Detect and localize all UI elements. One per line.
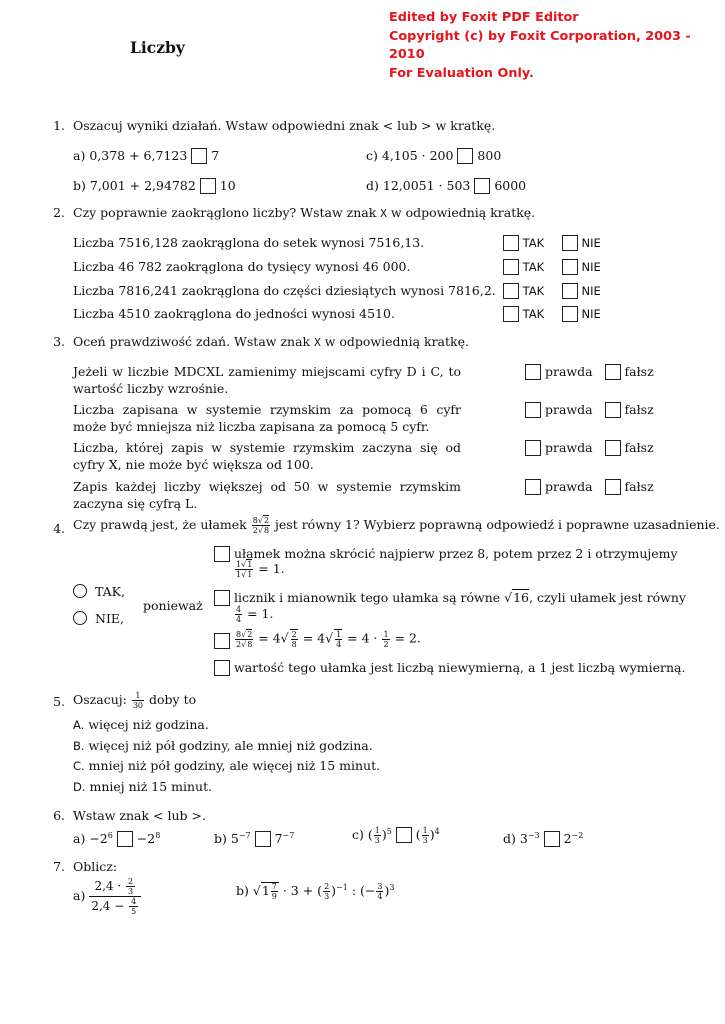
- prawda-checkbox[interactable]: [525, 402, 541, 418]
- q7-item-b: b) √1 $\frac{7}{9}$ · 3 + ( $\frac{2}{3}$ )$^{-1}$ : (− $\frac{3}{4}$ )$^3$: [236, 882, 395, 901]
- question-text: Oszacuj: $\frac{1}{30}$ doby to: [73, 691, 197, 710]
- nie-label: NIE: [581, 236, 601, 250]
- watermark-line: For Evaluation Only.: [389, 65, 534, 81]
- nie-label: NIE: [581, 284, 601, 298]
- nie-checkbox[interactable]: [562, 306, 578, 322]
- prawda-checkbox[interactable]: [525, 479, 541, 495]
- text: jest równy 1? Wybierz poprawną odpowiedź i poprawne uzasadnienie.: [275, 517, 720, 532]
- expression: 0,378 + 6,7123: [89, 148, 188, 163]
- tak-checkbox[interactable]: [503, 283, 519, 299]
- falsz-checkbox[interactable]: [605, 364, 621, 380]
- tak-label: TAK: [522, 260, 545, 274]
- falsz-label: fałsz: [624, 479, 654, 494]
- q2-choice: [503, 259, 601, 275]
- watermark-line: Edited by Foxit PDF Editor: [389, 10, 579, 25]
- item-label: c): [352, 827, 364, 842]
- q3-statement: Liczba, której zapis w systemie rzymskim zaczyna się od cyfry X, nie może być większa od 100.: [73, 440, 461, 472]
- answer-box[interactable]: [457, 148, 473, 164]
- question-number: 6.: [53, 808, 65, 823]
- prawda-label: prawda: [544, 479, 593, 494]
- question-number: 4.: [53, 521, 65, 536]
- q3-choice: [525, 402, 654, 418]
- nie-checkbox[interactable]: [562, 259, 578, 275]
- poniewaz-label: ponieważ: [143, 598, 203, 613]
- answer-box[interactable]: [474, 178, 490, 194]
- text: Oceń prawdziwość zdań. Wstaw znak: [73, 334, 311, 349]
- option-text: więcej niż pół godziny, ale mniej niż godzina.: [88, 738, 373, 753]
- item-label: d): [366, 178, 379, 193]
- question-number: 3.: [53, 334, 65, 349]
- q5-option[interactable]: [73, 738, 373, 753]
- q5-option[interactable]: [73, 779, 212, 794]
- expression: 10: [219, 178, 236, 193]
- falsz-checkbox[interactable]: [605, 479, 621, 495]
- q2-choice: [503, 283, 601, 299]
- answer-box[interactable]: [255, 831, 271, 847]
- item-label: a): [73, 888, 86, 903]
- q7-item-a: [73, 877, 141, 916]
- nie-checkbox[interactable]: [562, 283, 578, 299]
- page-title: Liczby: [130, 38, 185, 57]
- tak-label: TAK: [522, 307, 545, 321]
- text: doby to: [149, 692, 197, 707]
- reason-math: $\frac{8√2}{2√8}$ = 4√ $\frac{2}{8}$ = 4√ $\frac{1}{4}$ = 4 · $\frac{1}{2}$ = 2.: [236, 629, 421, 649]
- reason-math: $\frac{4}{4}$ = 1.: [236, 605, 274, 624]
- question-number: 2.: [53, 205, 65, 220]
- reason-text: wartość tego ułamka jest liczbą niewymierną, a 1 jest liczbą wymierną.: [234, 660, 686, 675]
- q6-item-c: c) ( $\frac{1}{3}$ )$^5$ ( $\frac{1}{3}$ )$^4$: [352, 826, 440, 845]
- q1-item-c: [366, 148, 501, 164]
- tak-label: TAK,: [95, 584, 125, 599]
- text: Czy prawdą jest, że ułamek: [73, 517, 247, 532]
- falsz-checkbox[interactable]: [605, 402, 621, 418]
- prawda-label: prawda: [544, 402, 593, 417]
- question-text: Oszacuj wyniki działań. Wstaw odpowiedni znak < lub > w kratkę.: [73, 118, 496, 133]
- question-number: 1.: [53, 118, 65, 133]
- answer-box[interactable]: [117, 831, 133, 847]
- nie-label: NIE,: [95, 611, 124, 626]
- tak-checkbox[interactable]: [503, 259, 519, 275]
- expression: 12,0051 · 503: [382, 178, 471, 193]
- q6-item-a: $a) -2^6 -2^8$: [73, 831, 161, 847]
- q2-row-text: Liczba 7516,128 zaokrąglona do setek wynosi 7516,13.: [73, 235, 425, 250]
- item-label: b): [73, 178, 86, 193]
- item-label: c): [366, 148, 378, 163]
- q2-row-text: Liczba 46 782 zaokrąglona do tysięcy wynosi 46 000.: [73, 259, 411, 274]
- item-label: b): [214, 831, 227, 847]
- reason-text: ułamek można skrócić najpierw przez 8, potem przez 2 i otrzymujemy: [234, 546, 678, 561]
- falsz-label: fałsz: [624, 440, 654, 455]
- q2-choice: [503, 235, 601, 251]
- nie-checkbox[interactable]: [562, 235, 578, 251]
- tak-label: TAK: [522, 284, 545, 298]
- answer-box[interactable]: [200, 178, 216, 194]
- q1-item-b: [73, 178, 236, 194]
- question-number: 5.: [53, 694, 65, 709]
- answer-box[interactable]: [396, 827, 412, 843]
- option-text: mniej niż 15 minut.: [89, 779, 213, 794]
- prawda-label: prawda: [544, 364, 593, 379]
- falsz-label: fałsz: [624, 402, 654, 417]
- q2-row-text: Liczba 7816,241 zaokrąglona do części dziesiątych wynosi 7816,2.: [73, 283, 496, 298]
- fraction: $\frac{8√2}{2√8}$: [252, 516, 270, 535]
- option-text: więcej niż godzina.: [88, 717, 209, 732]
- option-letter: A.: [73, 718, 85, 732]
- tak-checkbox[interactable]: [503, 306, 519, 322]
- text: , czyli ułamek jest równy: [529, 590, 686, 605]
- q3-statement: Jeżeli w liczbie MDCXL zamienimy miejscami cyfry D i C, to wartość liczby wzrośnie.: [73, 364, 461, 396]
- item-label: a): [73, 831, 86, 847]
- question-text: [73, 205, 535, 220]
- question-text: Oblicz:: [73, 859, 118, 874]
- reason-checkbox[interactable]: [214, 633, 230, 649]
- reason-math: $\frac{1√1}{1√1}$ = 1.: [236, 560, 285, 579]
- text: Czy poprawnie zaokrąglono liczby? Wstaw znak: [73, 205, 377, 220]
- item-label: d): [503, 831, 516, 847]
- fraction: 2,4 · $\frac{2}{3}$ 2,4 − $\frac{4}{5}$: [89, 877, 141, 916]
- prawda-label: prawda: [544, 440, 593, 455]
- q5-option[interactable]: [73, 758, 380, 773]
- q3-choice: [525, 440, 654, 456]
- option-letter: D.: [73, 780, 86, 794]
- question-number: 7.: [53, 859, 65, 874]
- reason-checkbox[interactable]: [214, 660, 230, 676]
- expression: 800: [477, 148, 502, 163]
- q3-statement: Zapis każdej liczby większej od 50 w systemie rzymskim zaczyna się cyfrą L.: [73, 479, 461, 511]
- expression: 6000: [494, 178, 527, 193]
- q6-item-d: d) $3^{-3}$ $2^{-2}$: [503, 831, 584, 847]
- q3-choice: [525, 364, 654, 380]
- answer-box[interactable]: [191, 148, 207, 164]
- question-text: [73, 334, 469, 349]
- text: Oszacuj:: [73, 692, 127, 707]
- expression: 7,001 + 2,94782: [89, 178, 196, 193]
- nie-label: NIE: [581, 260, 601, 274]
- q3-statement: Liczba zapisana w systemie rzymskim za pomocą 6 cyfr może być mniejsza niż liczba zapisana za pomocą 5 cyfr.: [73, 402, 461, 434]
- falsz-label: fałsz: [624, 364, 654, 379]
- q1-item-a: [73, 148, 219, 164]
- tak-radio[interactable]: [73, 584, 87, 598]
- option-letter: C.: [73, 759, 85, 773]
- prawda-checkbox[interactable]: [525, 364, 541, 380]
- option-text: mniej niż pół godziny, ale więcej niż 15 minut.: [88, 758, 381, 773]
- question-text: [73, 516, 720, 535]
- falsz-checkbox[interactable]: [605, 440, 621, 456]
- answer-box[interactable]: [544, 831, 560, 847]
- reason-text: licznik i mianownik tego ułamka są równe √16, czyli ułamek jest równy: [234, 590, 686, 605]
- question-text: Wstaw znak < lub >.: [73, 808, 206, 823]
- reason-checkbox[interactable]: [214, 546, 230, 562]
- q3-choice: [525, 479, 654, 495]
- tak-label: TAK: [522, 236, 545, 250]
- q1-item-d: [366, 178, 526, 194]
- nie-label: NIE: [581, 307, 601, 321]
- watermark: [389, 9, 725, 83]
- expression: 4,105 · 200: [381, 148, 454, 163]
- text: w odpowiednią kratkę.: [390, 205, 536, 220]
- q5-option[interactable]: [73, 717, 209, 732]
- q6-item-b: b) $5^{-7}$ $7^{-7}$: [214, 831, 295, 847]
- q2-choice: [503, 306, 601, 322]
- option-letter: B.: [73, 739, 85, 753]
- nie-radio[interactable]: [73, 611, 87, 625]
- expression: 7: [211, 148, 220, 163]
- item-label: b): [236, 883, 249, 898]
- watermark-line: Copyright (c) by Foxit Corporation, 2003 - 2010: [389, 28, 691, 62]
- text: w odpowiednią kratkę.: [324, 334, 469, 349]
- item-label: a): [73, 148, 86, 163]
- text: licznik i mianownik tego ułamka są równe: [234, 590, 501, 605]
- x-mark: X: [314, 336, 321, 349]
- q2-row-text: Liczba 4510 zaokrąglona do jedności wynosi 4510.: [73, 306, 395, 321]
- x-mark: X: [380, 207, 387, 220]
- prawda-checkbox[interactable]: [525, 440, 541, 456]
- reason-checkbox[interactable]: [214, 590, 230, 606]
- tak-checkbox[interactable]: [503, 235, 519, 251]
